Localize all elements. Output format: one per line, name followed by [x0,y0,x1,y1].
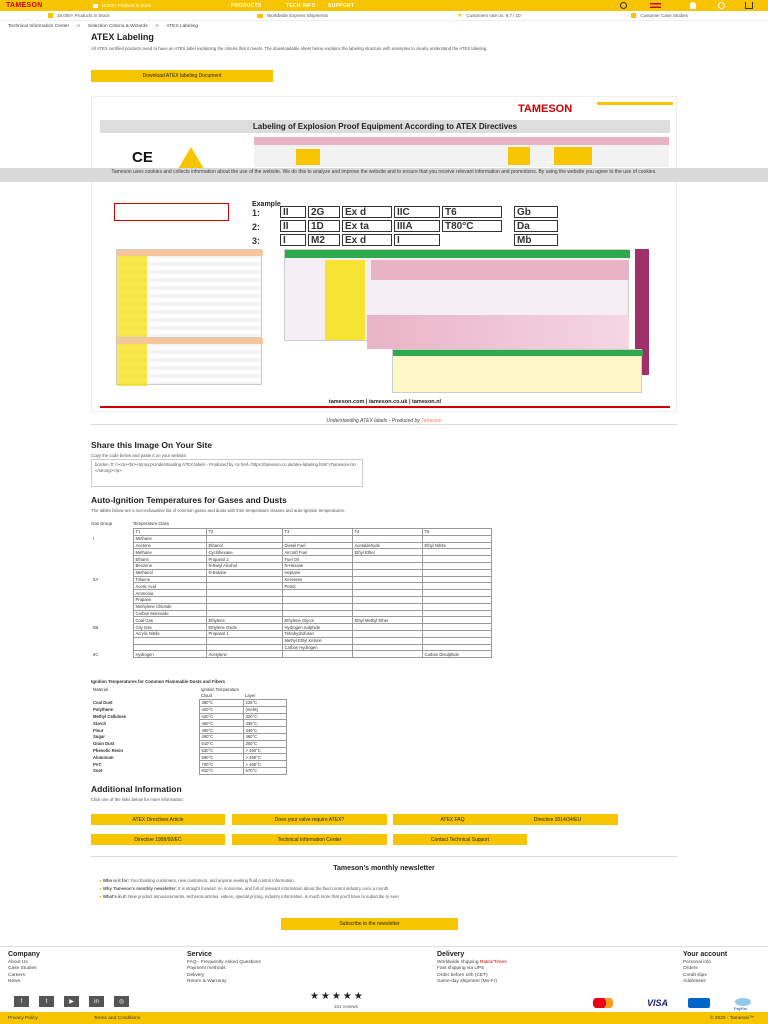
crumb-sep: > [77,24,80,29]
legend-box [114,203,229,221]
additional-title: Additional Information [91,784,182,794]
autoign-intro: The tables below are a non-exhaustive list of common gases and dusts with their temperature classes and auto-ignition temperatures. [91,508,346,513]
table-row: I Methane [91,535,492,542]
table-row: Acrylic Nitrile Propanol 1 Tetrahydrofuran [91,630,492,637]
table-row: Methane Cyclohexane Aircraft Fuel Ethyl Ether [91,549,492,556]
review-stars[interactable]: ★★★★★ [310,991,365,1002]
paypal-icon [735,998,751,1006]
footer-company: Company About Us Case Studies Careers News [8,951,40,985]
table-row: Aluminum 590°C > 450°C [91,754,287,761]
intro-text: All ATEX certified products need to have an ATEX label explaining the criteria that it meets. The downloadable sheet below explains the labeling structure with examples to clearly understand the ATEX labeling. [91,46,488,51]
share-title: Share this Image On Your Site [91,440,213,450]
nav-support[interactable]: SUPPORT [328,2,355,9]
ce-mark-icon: CE [132,149,153,166]
link-directive-1999[interactable]: Directive 1999/92/EC [91,834,225,845]
download-button[interactable]: Download ATEX labeling Document [91,70,273,82]
dust-title: Ignition Temperatures for Common Flammable Dusts and Fibers [91,679,226,684]
figure-brand-line [597,102,673,105]
table-row: Propane [91,596,492,603]
table-row: PVC 700°C > 450°C [91,761,287,768]
site-logo[interactable]: TAMESON [6,2,43,9]
footer-service: Service FAQ - Frequently Asked Questions Payment methods Delivery Return & Warranty [187,951,261,985]
figure-brand: TAMESON [518,103,573,115]
usp-bar [0,11,768,21]
table-row: Flour 490°C 340°C [91,727,287,734]
newsletter-item: ● Why Tameson's monthly newsletter: It is straight forward, no nonsense, and full of relevant information about the fluid control industry once a month. [99,886,390,891]
table-row: Carbon Hydrogen [91,644,492,651]
crumb-tic[interactable]: Technical Information Center [8,24,70,29]
table-row: Polythene 420°C (melts) [91,706,287,713]
table-row: Methyl Ethyl Ketone [91,637,492,644]
temp-class-header: Temperature Class [133,521,170,526]
twitter-icon[interactable]: t [39,996,54,1007]
table-row: Ethane Propanol 2 Fuel Oil [91,556,492,563]
flag-icon[interactable] [650,3,661,8]
auto-ignition-table [91,528,492,658]
table-row: Methanol N-Butane Heptane [91,569,492,576]
rates-link[interactable]: Rates/Times [479,960,507,965]
gas-group-header: Gas Group [91,521,113,526]
visa-icon: VISA [647,998,669,1008]
temperature-staircase [367,315,629,349]
search-icon[interactable] [620,2,627,9]
copyright: © 2020 - Tameson™ [710,1015,754,1021]
example-label: Example [252,201,281,208]
shipping-usp: Worldwide Express Shipments [267,13,328,18]
table-header-row: T1 T2 T3 T4 T6 [91,529,492,536]
autoign-title: Auto-Ignition Temperatures for Gases and Dusts [91,495,287,505]
table-row: Carbon Monoxide [91,610,492,617]
subscribe-button[interactable]: Subscribe to the newsletter [281,918,458,930]
mastercard-icon [591,998,615,1008]
footer-account: Your account Personal info Orders Credit slips Addresses [683,951,728,985]
crumb-sep: > [155,24,159,29]
table-row: Phenolic Resin 530°C > 450°C [91,747,287,754]
linkedin-icon[interactable]: in [89,996,104,1007]
share-label: Copy the code below and paste it on your website: [91,453,188,458]
paypal-label: PayPal [734,1006,747,1011]
newsletter-item: ● What's in it: New product announcements, technical articles, videos, special pricing, industry information, & much more that you'll have to subscribe to see! [99,894,399,899]
table-row: Soot 810°C 570°C [91,768,287,775]
link-atex-faq[interactable]: ATEX FAQ [393,814,512,825]
newsletter-item: ● Who is it for: You! Existing customers, new customers, and anyone seeking fluid control information. [99,878,295,883]
bottom-bar [0,1012,768,1024]
link-tech-support[interactable]: Contact Technical Support [393,834,527,845]
table-row: Acetone Ethanol Diesel Fuel Acetaldehyde Ethyl Nitrite [91,542,492,549]
footer-delivery: Delivery Worldwide shipping Rates/Times Fast shipping via UPS Order before 16h (CET) Same-day shipment (Mo-Fr) [437,951,507,985]
table-row: Sugar 490°C 460°C [91,734,287,741]
figure-caption: Understanding ATEX labels - Produced by Tameson [91,412,677,425]
figure-footer: tameson.com | tameson.co.uk | tameson.nl [328,399,442,405]
link-directive-2014[interactable]: Directive 2014/34/EU [497,814,618,825]
atex-infographic [91,96,677,412]
table-row: IIA Toluene Kerosene [91,576,492,583]
youtube-icon[interactable]: ▶ [64,996,79,1007]
table-row: Grain Dust 510°C 300°C [91,740,287,747]
nav-tech-info[interactable]: TECH INFO [286,2,316,9]
table-row: Ammonia [91,590,492,597]
table-row: Methyl Cellulose 420°C 320°C [91,713,287,720]
cookie-banner[interactable]: Tameson uses cookies and collects information about the use of the website. We do this to analyze and improve the website and to ensure that you receive relevant information and promotions. By using the website you agree to the use of cookies. [0,168,768,182]
social-links [14,996,129,1007]
protection-table-1 [116,249,262,345]
zone-table [392,349,642,393]
star-icon: ★ [457,13,463,19]
figure-top-table [254,137,669,167]
rating-usp: Customers rate us: 9.7 / 10 [466,13,521,18]
link-valve-atex[interactable]: Does your valve require ATEX? [232,814,387,825]
stock-icon [93,4,98,8]
table-row: Coal Dust 380°C 225°C [91,700,287,707]
box-icon [48,13,53,18]
newsletter-title: Tameson's monthly newsletter [333,865,435,872]
case-icon [631,13,636,18]
user-icon[interactable] [690,2,696,9]
table-row: Starch 460°C 435°C [91,720,287,727]
cart-icon[interactable] [745,2,753,9]
table-row: Benzene N-Butyl Alcohol N-Hexane [91,562,492,569]
facebook-icon[interactable]: f [14,996,29,1007]
share-code-box[interactable]: border='0' /></a><br><strong>Understanding ATEX labels - Produced by <a href='https://tameson.co.uk/atex-labeling.html'>Tameson</a></strong></p> [91,459,363,487]
top-bar [0,0,768,11]
additional-intro: Click one of the links below for more information: [91,797,184,802]
ex-hazard-icon [178,147,204,169]
login-icon[interactable] [718,2,725,9]
newsletter-section [91,856,677,938]
figure-footer-line [100,406,670,408]
table-row: Methylene Chloride [91,603,492,610]
crumb-current: ATEX Labeling [166,24,199,29]
instagram-icon[interactable]: ◎ [114,996,129,1007]
breadcrumb [8,24,198,29]
truck-icon [257,14,263,18]
nav-products[interactable]: PRODUCTS [231,2,262,9]
table-row: Acetic Acid Petrol [91,583,492,590]
figure-title: Labeling of Explosion Proof Equipment According to ATEX Directives [100,120,670,133]
privacy-link[interactable]: Privacy Policy [8,1015,38,1021]
table-row: IIC Hydrogen Acetylene Carbon Disulphide [91,651,492,658]
cases-usp[interactable]: Customer Case Studies [640,13,688,18]
terms-link[interactable]: Terms and Conditions [93,1015,141,1021]
stock-usp: 15.000+ Products in Stock [57,13,110,18]
crumb-selection[interactable]: Selection Criteria & Wizards [87,24,148,29]
protection-table-2 [116,337,262,385]
example-codes: 1: 2: 3: II 2G Ex d IIC T6 Gb II 1D Ex ta IIIA T80°C Da I M2 Ex d I Mb [252,201,652,247]
review-count[interactable]: 161 reviews [334,1004,359,1009]
dust-table: Material Ignition Temperature Cloud Layer Coal Dust 380°C 225°C Polythene 420°C (melts) Methyl Cellulose 420°C 320°C Starch 460°C 435°C Flour 490°C 340°C Sugar 490°C 460°C Grain Dust 510°C 300°C Phenolic Resin 530°C > 450°C Aluminum 590°C > 450°C PVC 700°C > 450°C Soot 810°C 570°C [91,686,287,775]
link-atex-directives[interactable]: ATEX Directives Article [91,814,225,825]
stock-text: 15.000+ Products in Stock [101,3,152,8]
amex-icon [688,998,710,1008]
table-row: IIB City Gas Ethylene Oxide Hydrogen Sulphide [91,624,492,631]
page-title: ATEX Labeling [91,32,154,42]
table-row: Coal Gas Ethylene Ethylene Glycol Ethyl Methyl Ether [91,617,492,624]
link-tech-info[interactable]: Technical Information Center [232,834,387,845]
